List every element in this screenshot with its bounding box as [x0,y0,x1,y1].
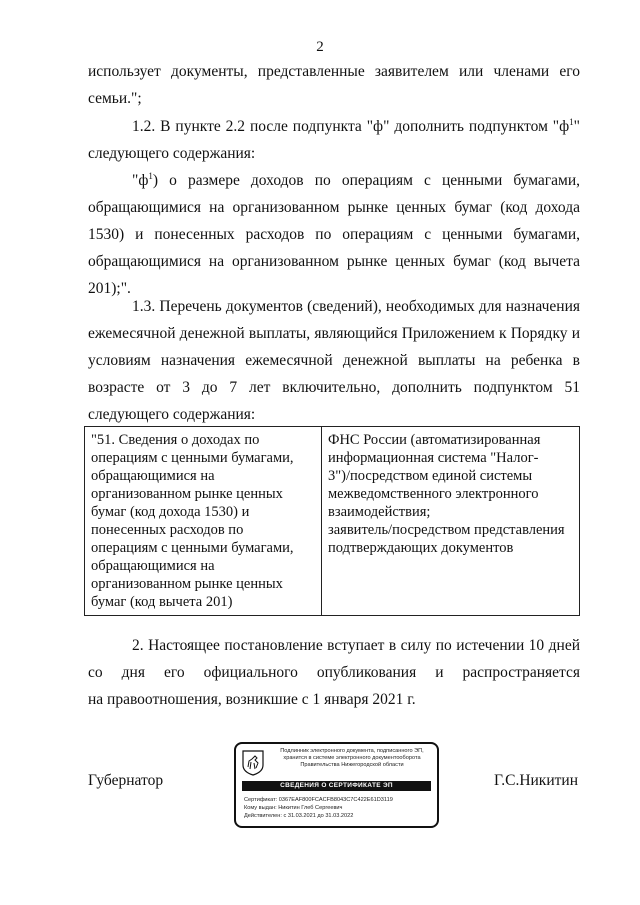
coat-of-arms-icon [242,750,264,776]
cert-line: Сертификат: 0367EAF800FCACFB8043C7C422E61D3119 [244,797,393,803]
table-cell-right [322,427,580,616]
valid-line: Действителен: с 31.03.2021 до 31.03.2022 [244,813,354,819]
table-cell-line: обращающимися на [91,558,215,574]
paragraph-line: 1530) и понесенных расходов по операциям с ценными бумагами, [88,226,580,243]
table-cell-line: бумаг (код вычета 201) [91,594,233,610]
paragraph-line: следующего содержания: [88,145,256,162]
paragraph-line: использует документы, представленные заявителем или членами его [88,63,580,80]
paragraph-line: со дня его официального опубликования и распространяется [88,664,580,681]
paragraph-line: условиям назначения ежемесячной денежной выплаты на ребенка в [88,352,580,369]
table-cell-line: 3")/посредством единой системы [328,468,533,484]
signatory-name: Г.С.Никитин [494,772,578,789]
paragraph-line: возрасте от 3 до 7 лет включительно, дополнить подпунктом 51 [88,379,580,396]
paragraph-line: на правоотношения, возникшие с 1 января 2021 г. [88,691,416,708]
table-row [85,427,580,616]
table-cell-line: межведомственного электронного [328,486,539,502]
stamp-header: СВЕДЕНИЯ О СЕРТИФИКАТЕ ЭП [242,781,431,791]
e-signature-stamp [234,742,439,828]
table-cell-line: заявитель/посредством представления [328,522,565,538]
paragraph-line: семьи."; [88,90,142,107]
paragraph-line: обращающимися на организованном рынке ценных бумаг (код вычета [88,253,580,270]
table-cell-line: "51. Сведения о доходах по [91,432,260,448]
owner-line: Кому выдан: Никитин Глеб Сергеевич [244,805,343,811]
paragraph-line: "$ф^1$) о размере доходов по операциям с ценными бумагами, [132,171,580,189]
paragraph-line: 2. Настоящее постановление вступает в силу по истечении 10 дней [132,637,580,654]
table-cell-line: организованном рынке ценных [91,576,283,592]
table-cell-left [85,427,322,616]
paragraph-line: ежемесячной денежной выплаты, являющийся Приложением к Порядку и [88,325,580,342]
paragraph-line: 1.3. Перечень документов (сведений), необходимых для назначения [132,298,580,315]
page-number: 2 [316,39,324,55]
stamp-details [244,796,434,820]
stamp-notice: Подлинник электронного документа, подписанного ЭП, хранится в системе электронного документооборота Правительства Нижегородской области [280,748,424,768]
table-cell-line: операциям с ценными бумагами, [91,540,294,556]
table-cell-line: взаимодействия; [328,504,431,520]
table-cell-line: обращающимися на [91,468,215,484]
table-cell-line: бумаг (код дохода 1530) и [91,504,250,520]
paragraph-line: обращающимися на организованном рынке ценных бумаг (код дохода [88,199,580,216]
table-cell-line: операциям с ценными бумагами, [91,450,294,466]
table-cell-line: ФНС России (автоматизированная [328,432,541,448]
table-cell-line: понесенных расходов по [91,522,244,538]
paragraph-line: 1.2. В пункте 2.2 после подпункта "ф" дополнить подпунктом "$ф^1$" [132,117,580,135]
table-cell-line: информационная система "Налог- [328,450,539,466]
signatory-position: Губернатор [88,772,164,789]
table-cell-line: подтверждающих документов [328,540,514,556]
paragraph-line: 201);". [88,280,131,297]
table-cell-line: организованном рынке ценных [91,486,283,502]
paragraph-line: следующего содержания: [88,406,256,423]
document-table [84,426,580,616]
